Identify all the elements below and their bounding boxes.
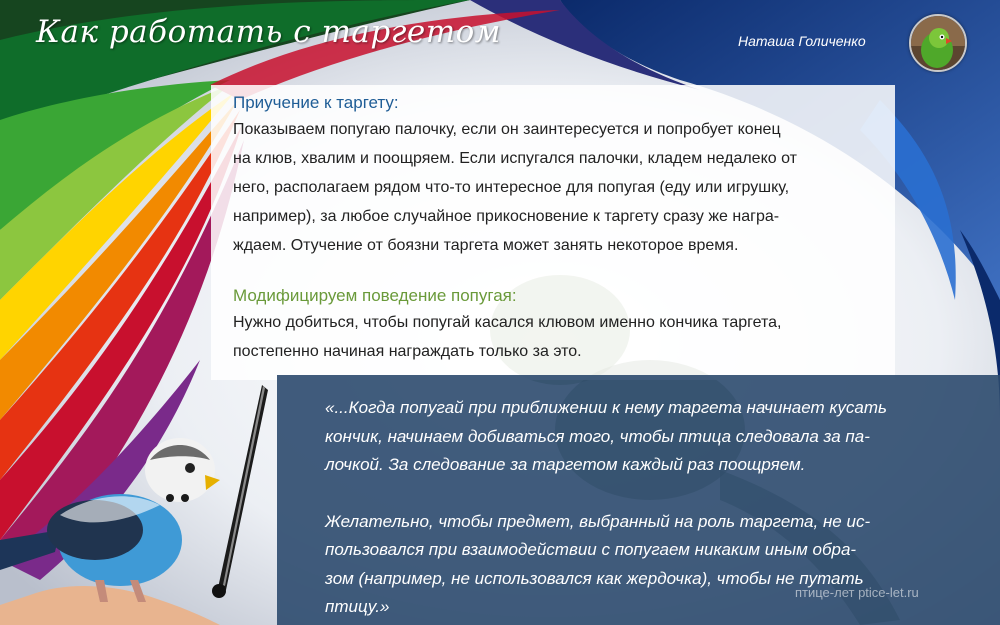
- section-heading-behavior: Модифицируем поведение попугая:: [233, 286, 517, 305]
- section-line: на клюв, хвалим и поощряем. Если испугался палочки, кладем недалеко от: [233, 150, 797, 167]
- quote-line: зом (например, не использовался как жердочка), чтобы не путать: [325, 568, 864, 588]
- quote-line: «...Когда попугай при приближении к нему таргета начинает кусать: [325, 398, 887, 417]
- budgie-illustration: [0, 380, 240, 625]
- quote-line: Желательно, чтобы предмет, выбранный на роль таргета, не ис-: [325, 511, 871, 531]
- info-panel: [211, 85, 895, 380]
- quote-line: пользовался при взаимодействии с попугаем никаким иным обра-: [325, 540, 857, 559]
- section-line: Показываем попугаю палочку, если он заинтересуется и попробует конец: [233, 121, 781, 138]
- author-name: Наташа Голиченко: [738, 33, 866, 49]
- section-heading-habituation: Приучение к таргету:: [233, 93, 399, 112]
- slide-title: Как работать с таргетом: [36, 14, 501, 50]
- section-line: постепенно начиная награждать только за это.: [233, 343, 582, 360]
- quote-line: лочкой. За следование за таргетом каждый раз поощряем.: [325, 455, 806, 474]
- site-watermark: птице-лет ptice-let.ru: [795, 585, 919, 600]
- section-line: ждаем. Отучение от боязни таргета может занять некоторое время.: [233, 237, 739, 254]
- parrot-avatar-icon: [909, 14, 967, 72]
- quote-line: птицу.»: [325, 597, 390, 616]
- section-line: например), за любое случайное прикосновение к таргету сразу же награ-: [233, 208, 780, 225]
- section-line: Нужно добиться, чтобы попугай касался клювом именно кончика таргета,: [233, 314, 782, 331]
- quote-line: кончик, начинаем добиваться того, чтобы птица следовала за па-: [325, 426, 870, 446]
- section-line: него, располагаем рядом что-то интересное для попугая (еду или игрушку,: [233, 179, 790, 196]
